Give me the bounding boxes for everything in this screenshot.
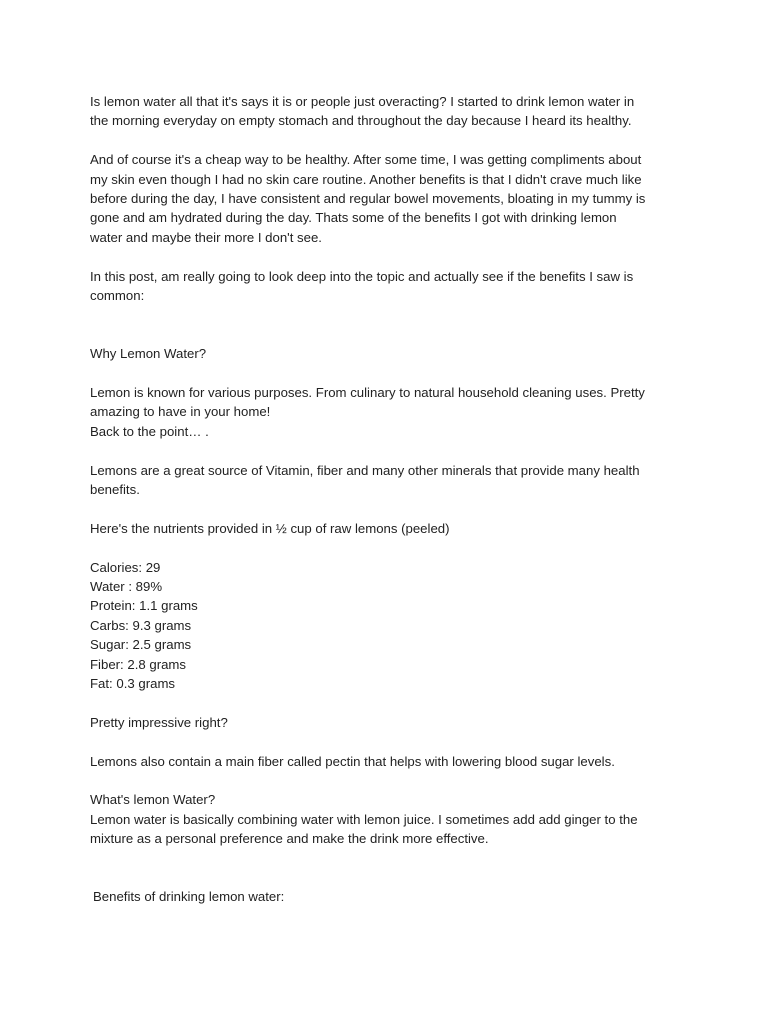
nutrient-item: Fat: 0.3 grams: [90, 676, 176, 692]
text-line: my skin even though I had no skin care routine. Another benefits is that I didn't crave much like: [90, 171, 642, 187]
intro-paragraph-1: [90, 92, 680, 131]
nutrient-item: Fiber: 2.8 grams: [90, 656, 187, 672]
nutrient-item: Carbs: 9.3 grams: [90, 617, 192, 633]
text-line: water and maybe their more I don't see.: [90, 229, 322, 245]
nutrient-item: Sugar: 2.5 grams: [90, 637, 192, 653]
text-line: And of course it's a cheap way to be healthy. After some time, I was getting compliments about: [90, 152, 642, 168]
nutrient-item: Protein: 1.1 grams: [90, 598, 198, 614]
text-line: gone and am hydrated during the day. Thats some of the benefits I got with drinking lemon: [90, 210, 617, 226]
text-line: Is lemon water all that it's says it is or people just overacting? I started to drink lemon water in: [90, 94, 635, 109]
text-line: common:: [90, 288, 145, 304]
why-paragraph-1: [90, 383, 680, 441]
text-line: In this post, am really going to look deep into the topic and actually see if the benefits I saw is: [90, 268, 634, 284]
intro-paragraph-2: [90, 150, 680, 247]
text-line: amazing to have in your home!: [90, 404, 271, 420]
why-heading: Why Lemon Water?: [90, 346, 207, 362]
benefits-heading: Benefits of drinking lemon water:: [93, 889, 285, 905]
text-line: the morning everyday on empty stomach and throughout the day because I heard its healthy.: [90, 113, 632, 129]
text-line: Lemon water is basically combining water with lemon juice. I sometimes add add ginger to the: [90, 811, 638, 827]
pectin-line: Lemons also contain a main fiber called pectin that helps with lowering blood sugar levels.: [90, 753, 615, 769]
what-heading: What's lemon Water?: [90, 792, 216, 808]
nutrient-list: [90, 558, 680, 694]
text-line: Lemon is known for various purposes. From culinary to natural household cleaning uses. Pretty: [90, 385, 645, 401]
why-paragraph-2: [90, 461, 680, 500]
nutrients-intro: Here's the nutrients provided in ½ cup of raw lemons (peeled): [90, 520, 450, 536]
text-line: Lemons are a great source of Vitamin, fiber and many other minerals that provide many health: [90, 462, 640, 478]
text-line: Back to the point… .: [90, 423, 209, 439]
text-line: before during the day, I have consistent and regular bowel movements, bloating in my tummy is: [90, 191, 646, 207]
intro-paragraph-3: [90, 267, 680, 306]
document-body: [90, 92, 680, 907]
text-line: mixture as a personal preference and make the drink more effective.: [90, 831, 489, 847]
nutrient-item: Calories: 29: [90, 559, 161, 575]
what-paragraph: [90, 810, 680, 849]
nutrient-item: Water : 89%: [90, 579, 163, 595]
impressive-line: Pretty impressive right?: [90, 714, 228, 730]
text-line: benefits.: [90, 482, 140, 498]
